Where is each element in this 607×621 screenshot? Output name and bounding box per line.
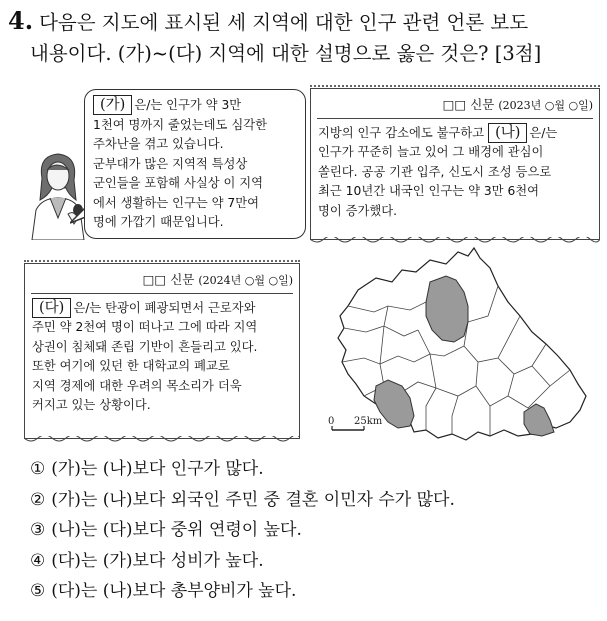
scale-label: 25km	[354, 416, 383, 427]
news-line: 쏠린다. 공공 기관 입주, 신도시 조성 등으로	[318, 164, 552, 179]
newspaper-name: □□ 신문	[442, 97, 495, 112]
choice-5[interactable]	[30, 576, 455, 607]
choice-text: (다)는 (나)보다 총부양비가 높다.	[51, 581, 297, 601]
choice-number: ③	[30, 520, 46, 540]
newspaper-header	[31, 270, 293, 294]
newspaper-name: □□ 신문	[142, 272, 195, 287]
bubble-text: 군인들을 포함해 사실상 이 지역	[93, 176, 264, 190]
news-line: 또한 여기에 있던 한 대학교의 폐교로	[32, 359, 230, 373]
choice-text: (가)는 (나)보다 외국인 주민 중 결혼 이민자 수가 많다.	[51, 489, 455, 510]
choice-text: (다)는 (가)보다 성비가 높다.	[51, 550, 264, 571]
news-text: 은/는	[529, 125, 558, 140]
news-line: 지역 경제에 대한 우려의 목소리가 더욱	[32, 378, 242, 393]
news-line: 인구가 꾸준히 늘고 있어 그 배경에 관심이	[318, 145, 544, 159]
choice-number: ①	[30, 459, 46, 479]
region-map	[318, 246, 598, 442]
torn-edge	[24, 436, 300, 444]
news-line: 명이 증가했다.	[318, 203, 398, 218]
torn-edge	[310, 237, 600, 245]
newspaper-header	[317, 95, 593, 119]
speech-bubble-ga	[84, 89, 306, 239]
choice-number: ④	[30, 550, 46, 571]
answer-choices	[30, 454, 455, 607]
choice-4[interactable]	[30, 546, 455, 577]
choice-text: (나)는 (다)보다 중위 연령이 높다.	[51, 520, 302, 540]
bubble-text: 주차난을 겪고 있습니다.	[93, 137, 224, 151]
label-da: (다)	[32, 298, 71, 318]
news-line: 주민 약 2천여 명이 떠나고 그에 따라 지역	[32, 320, 258, 334]
news-line: 커지고 있는 상황이다.	[32, 398, 151, 412]
bubble-text: 에서 생활하는 인구는 약 7만여	[93, 195, 260, 210]
bubble-line-1	[93, 95, 299, 116]
bubble-text: 명에 가깝기 때문입니다.	[93, 215, 224, 229]
news-line	[32, 298, 292, 319]
scale-zero: 0	[328, 416, 335, 427]
news-line: 최근 10년간 내국인 인구는 약 3만 6천여	[318, 184, 540, 198]
reporter-illustration	[28, 148, 90, 240]
choice-text: (가)는 (나)보다 인구가 많다.	[51, 459, 264, 479]
choice-number: ⑤	[30, 581, 46, 601]
label-ga: (가)	[93, 95, 132, 115]
question-line-1	[8, 4, 528, 39]
question-line-2: 내용이다. (가)~(다) 지역에 대한 설명으로 옳은 것은? [3점]	[30, 42, 542, 65]
label-na: (나)	[488, 123, 527, 143]
bubble-text: 군부대가 많은 지역적 특성상	[93, 156, 248, 171]
question-number: 4.	[8, 6, 34, 35]
choice-number: ②	[30, 489, 46, 510]
choice-1[interactable]	[30, 454, 455, 485]
news-text: 지방의 인구 감소에도 불구하고	[318, 125, 485, 140]
choice-3[interactable]	[30, 515, 455, 546]
news-line	[318, 123, 592, 144]
dotted-border	[310, 85, 600, 91]
news-line: 상권이 침체돼 존립 기반이 흔들리고 있다.	[32, 339, 258, 354]
news-text: 은/는 탄광이 폐광되면서 근로자와	[73, 300, 256, 315]
bubble-text: 1천여 명까지 줄었는데도 심각한	[93, 117, 267, 132]
newspaper-body	[311, 123, 599, 222]
question-text-1: 다음은 지도에 표시된 세 지역에 대한 인구 관련 언론 보도	[39, 11, 529, 34]
newspaper-date: (2023년 ○월 ○일)	[498, 99, 593, 112]
newspaper-da	[24, 263, 300, 439]
province-outline	[338, 248, 586, 440]
newspaper-body	[25, 298, 299, 416]
newspaper-date: (2024년 ○월 ○일)	[198, 274, 293, 287]
bubble-text: 은/는 인구가 약 3만	[134, 98, 242, 112]
dotted-border	[24, 260, 300, 266]
newspaper-na	[310, 88, 600, 240]
choice-2[interactable]	[30, 485, 455, 516]
